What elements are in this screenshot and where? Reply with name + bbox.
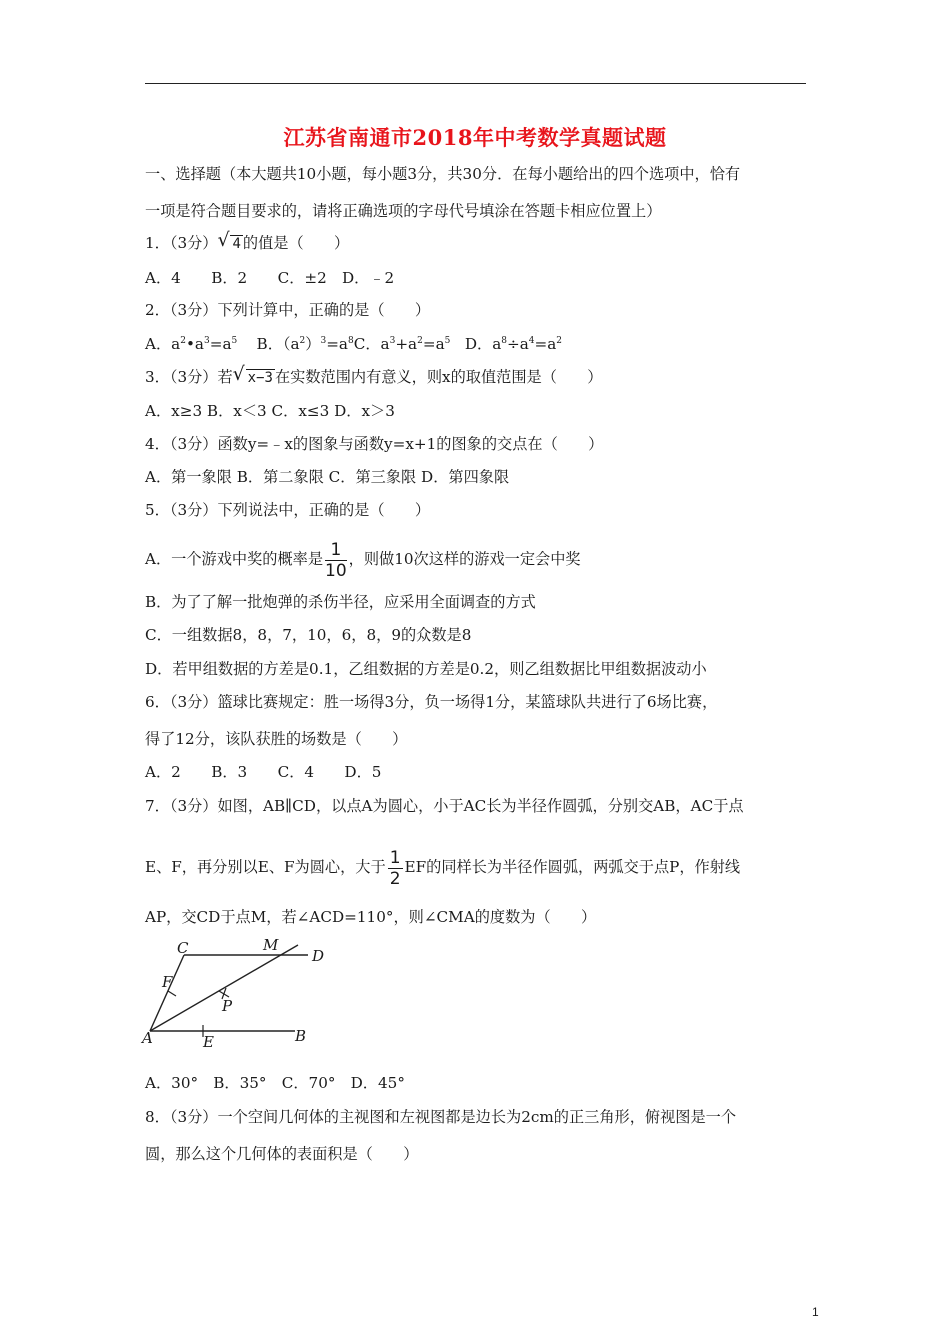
q2-option-d: D．$a^8\div a^4=a^2$ — [464, 335, 563, 353]
label-a: A — [142, 1029, 153, 1047]
q5-option-a: A．一个游戏中奖的概率是 $\frac{1}{10}$ ，则做10次这样的游戏一定会中奖 — [145, 539, 581, 581]
label-m: M — [263, 936, 279, 954]
question-3 — [145, 363, 603, 388]
fraction: $\frac{1}{10}$ — [325, 539, 347, 581]
radical-sign-icon: √ — [217, 229, 230, 251]
question-6-line1: 6．（3分）篮球比赛规定：胜一场得3分，负一场得1分，某篮球队共进行了6场比赛， — [145, 693, 718, 711]
q3-suffix: 在实数范围内有意义，则x的取值范围是（ ） — [274, 368, 603, 386]
question-8-line1: 8．（3分）一个空间几何体的主视图和左视图都是边长为2cm的正三角形，俯视图是一个 — [145, 1108, 737, 1126]
header-rule — [145, 83, 806, 84]
section-intro-line1: 一、选择题（本大题共10小题，每小题3分，共30分．在每小题给出的四个选项中，恰有 — [145, 165, 741, 183]
question-8-line2: 圆，那么这个几何体的表面积是（ ） — [145, 1145, 419, 1163]
question-1 — [145, 229, 350, 254]
q1-radicand: 4 — [232, 236, 241, 252]
label-b: B — [295, 1027, 307, 1045]
q2-option-a: A．$a^2•a^3=a^5$ — [145, 335, 238, 353]
q3-prefix: 3．（3分）若 — [145, 368, 233, 386]
label-f: F — [162, 973, 173, 991]
q3-radicand: x−3 — [247, 370, 273, 386]
question-7-line2: E、F，再分别以E、F为圆心，大于 $\frac{1}{2}$ EF的同样长为半径作圆弧，两弧交于点P，作射线 — [145, 847, 741, 889]
sqrt-expression — [232, 363, 275, 388]
q2-option-b: B．$(a^2)^3=a^8$ — [256, 335, 354, 353]
question-6-line2: 得了12分，该队获胜的场数是（ ） — [145, 730, 408, 748]
label-d: D — [312, 947, 325, 965]
arc-mark-f — [168, 991, 176, 996]
q1-options: A．4 B．2 C．±2 D．﹣2 — [145, 269, 395, 287]
sqrt-expression — [217, 229, 242, 254]
segment-ac — [150, 955, 184, 1031]
q5-option-d: D．若甲组数据的方差是0.1，乙组数据的方差是0.2，则乙组数据比甲组数据波动小 — [145, 660, 707, 678]
label-p: P — [222, 997, 233, 1015]
q6-options: A．2 B．3 C．4 D．5 — [145, 763, 382, 781]
label-e: E — [203, 1033, 214, 1051]
q2-option-c: C．$a^3+a^2=a^5$ — [353, 335, 451, 353]
label-c: C — [177, 939, 189, 957]
q3-options: A．x≥3 B．x＜3 C．x≤3 D．x＞3 — [145, 402, 395, 420]
question-4: 4．（3分）函数y=﹣x的图象与函数y=x+1的图象的交点在（ ） — [145, 435, 604, 453]
q5-option-c: C．一组数据8，8，7，10，6，8，9的众数是8 — [145, 626, 472, 644]
page-number: 1 — [812, 1305, 819, 1319]
page-title: 江苏省南通市2018年中考数学真题试题 — [283, 125, 667, 150]
geometry-figure — [140, 935, 340, 1055]
question-2: 2．（3分）下列计算中，正确的是（ ） — [145, 301, 431, 319]
q7-options: A．30° B．35° C．70° D．45° — [145, 1074, 405, 1092]
q2-options — [145, 334, 562, 354]
radical-sign-icon: √ — [232, 363, 245, 385]
q1-suffix: 的值是（ ） — [242, 234, 350, 252]
q5-option-b: B．为了了解一批炮弹的杀伤半径，应采用全面调查的方式 — [145, 593, 536, 611]
fraction: $\frac{1}{2}$ — [389, 847, 401, 889]
question-7-line3: AP，交CD于点M，若∠ACD=110°，则∠CMA的度数为（ ） — [145, 908, 597, 926]
q4-options: A．第一象限 B．第二象限 C．第三象限 D．第四象限 — [145, 468, 510, 486]
question-5: 5．（3分）下列说法中，正确的是（ ） — [145, 501, 431, 519]
q1-prefix: 1．（3分） — [145, 234, 218, 252]
section-intro-line2: 一项是符合题目要求的，请将正确选项的字母代号填涂在答题卡相应位置上） — [145, 202, 662, 220]
question-7-line1: 7．（3分）如图，AB∥CD，以点A为圆心，小于AC长为半径作圆弧，分别交AB，AC于点 — [145, 797, 744, 815]
